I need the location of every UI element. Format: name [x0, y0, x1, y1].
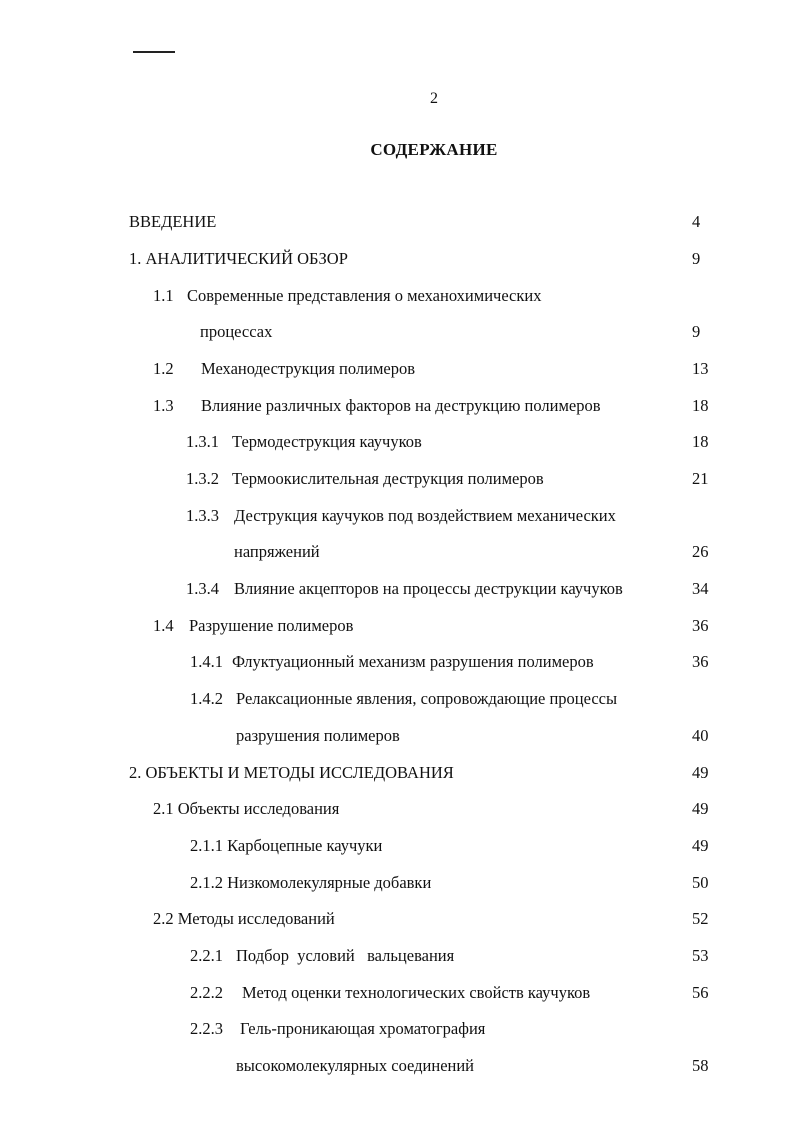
- toc-entry-page: 26: [692, 542, 709, 561]
- toc-entry: [190, 873, 431, 893]
- toc-entry-page: 18: [692, 432, 709, 451]
- toc-entry-number: 2.2: [153, 909, 174, 928]
- toc-entry-number: 1.1: [153, 286, 174, 305]
- toc-entry-text: ВВЕДЕНИЕ: [129, 212, 217, 231]
- toc-entry-text: ОБЪЕКТЫ И МЕТОДЫ ИССЛЕДОВАНИЯ: [145, 763, 454, 782]
- toc-entry-page: 13: [692, 359, 709, 378]
- toc-entry-page: 9: [692, 322, 701, 341]
- toc-entry-page: 34: [692, 579, 709, 598]
- toc-entry-page: 49: [692, 763, 709, 782]
- toc-entry: [190, 652, 594, 672]
- toc-entry-number: 1.4.1: [190, 652, 223, 671]
- toc-entry-number: 1.3.4: [186, 579, 219, 598]
- toc-entry-page: 49: [692, 799, 709, 818]
- toc-entry-text: Флуктуационный механизм разрушения полимеров: [232, 652, 594, 671]
- toc-entry: [186, 469, 544, 489]
- toc-entry-page: 36: [692, 652, 709, 671]
- toc-entry: [153, 286, 541, 306]
- toc-entry: [190, 836, 382, 856]
- toc-entry: [153, 799, 339, 819]
- toc-entry: [153, 909, 335, 929]
- toc-entry: [190, 946, 454, 966]
- toc-entry-number: 1.: [129, 249, 142, 268]
- scan-mark: [133, 51, 175, 53]
- toc-entry-text: Карбоцепные каучуки: [227, 836, 383, 855]
- toc-entry-text: Влияние различных факторов на деструкцию полимеров: [201, 396, 601, 415]
- toc-entry: [153, 359, 415, 379]
- toc-entry-text: Низкомолекулярные добавки: [227, 873, 432, 892]
- toc-entry-number: 2.2.1: [190, 946, 223, 965]
- toc-entry-number: 1.2: [153, 359, 174, 378]
- toc-entry-number: 1.3.3: [186, 506, 219, 525]
- toc-entry-text: Современные представления о механохимических: [187, 286, 542, 305]
- toc-entry-number: 1.3.2: [186, 469, 219, 488]
- toc-entry-text: Подбор условий вальцевания: [236, 946, 455, 965]
- toc-entry-number: 2.: [129, 763, 142, 782]
- toc-entry: [186, 432, 422, 452]
- toc-entry: [153, 616, 353, 636]
- toc-entry-page: 58: [692, 1056, 709, 1075]
- toc-entry-number: 2.1.1: [190, 836, 223, 855]
- toc-entry-page: 36: [692, 616, 709, 635]
- toc-entry-page: 21: [692, 469, 709, 488]
- toc-title: СОДЕРЖАНИЕ: [370, 140, 498, 159]
- toc-entry-page: 9: [692, 249, 701, 268]
- toc-entry-number: 2.2.2: [190, 983, 223, 1002]
- toc-entry-text: АНАЛИТИЧЕСКИЙ ОБЗОР: [145, 249, 348, 268]
- toc-entry-number: 1.4.2: [190, 689, 223, 708]
- toc-entry-page: 40: [692, 726, 709, 745]
- toc-entry: [190, 1019, 485, 1039]
- toc-entry: [186, 579, 623, 599]
- toc-entry: [186, 506, 616, 526]
- toc-entry-text: Разрушение полимеров: [189, 616, 354, 635]
- toc-entry: [129, 763, 454, 783]
- toc-entry-page: 4: [692, 212, 701, 231]
- toc-entry-page: 18: [692, 396, 709, 415]
- toc-entry: [190, 983, 590, 1003]
- toc-entry-text: Термоокислительная деструкция полимеров: [232, 469, 544, 488]
- toc-entry: [190, 689, 617, 709]
- toc-entry-text: Объекты исследования: [177, 799, 340, 818]
- page-number: 2: [430, 90, 438, 107]
- toc-entry-number: 2.2.3: [190, 1019, 223, 1038]
- toc-entry-page: 50: [692, 873, 709, 892]
- toc-entry-page: 52: [692, 909, 709, 928]
- toc-entry-text: Деструкция каучуков под воздействием механических: [234, 506, 616, 525]
- toc-entry-text: высокомолекулярных соединений: [236, 1056, 475, 1075]
- toc-entry-page: 49: [692, 836, 709, 855]
- toc-entry-number: 1.3: [153, 396, 174, 415]
- toc-entry-number: 1.4: [153, 616, 174, 635]
- toc-entry-number: 2.1: [153, 799, 174, 818]
- toc-entry-text: Релаксационные явления, сопровождающие процессы: [236, 689, 618, 708]
- toc-entry-number: 2.1.2: [190, 873, 223, 892]
- toc-entry-text: Механодеструкция полимеров: [201, 359, 416, 378]
- toc-entry-text: Гель-проникающая хроматография: [240, 1019, 486, 1038]
- toc-entry: [153, 396, 601, 416]
- toc-entry-text: Метод оценки технологических свойств каучуков: [242, 983, 591, 1002]
- toc-entry-text: разрушения полимеров: [236, 726, 400, 745]
- toc-entry-text: Влияние акцепторов на процессы деструкции каучуков: [234, 579, 623, 598]
- toc-entry-text: напряжений: [234, 542, 320, 561]
- toc-entry: [129, 249, 348, 269]
- toc-entry-text: Термодеструкция каучуков: [232, 432, 422, 451]
- toc-entry-number: 1.3.1: [186, 432, 219, 451]
- toc-entry-text: процессах: [200, 322, 273, 341]
- toc-entry-page: 53: [692, 946, 709, 965]
- toc-entry-text: Методы исследований: [177, 909, 335, 928]
- toc-entry-page: 56: [692, 983, 709, 1002]
